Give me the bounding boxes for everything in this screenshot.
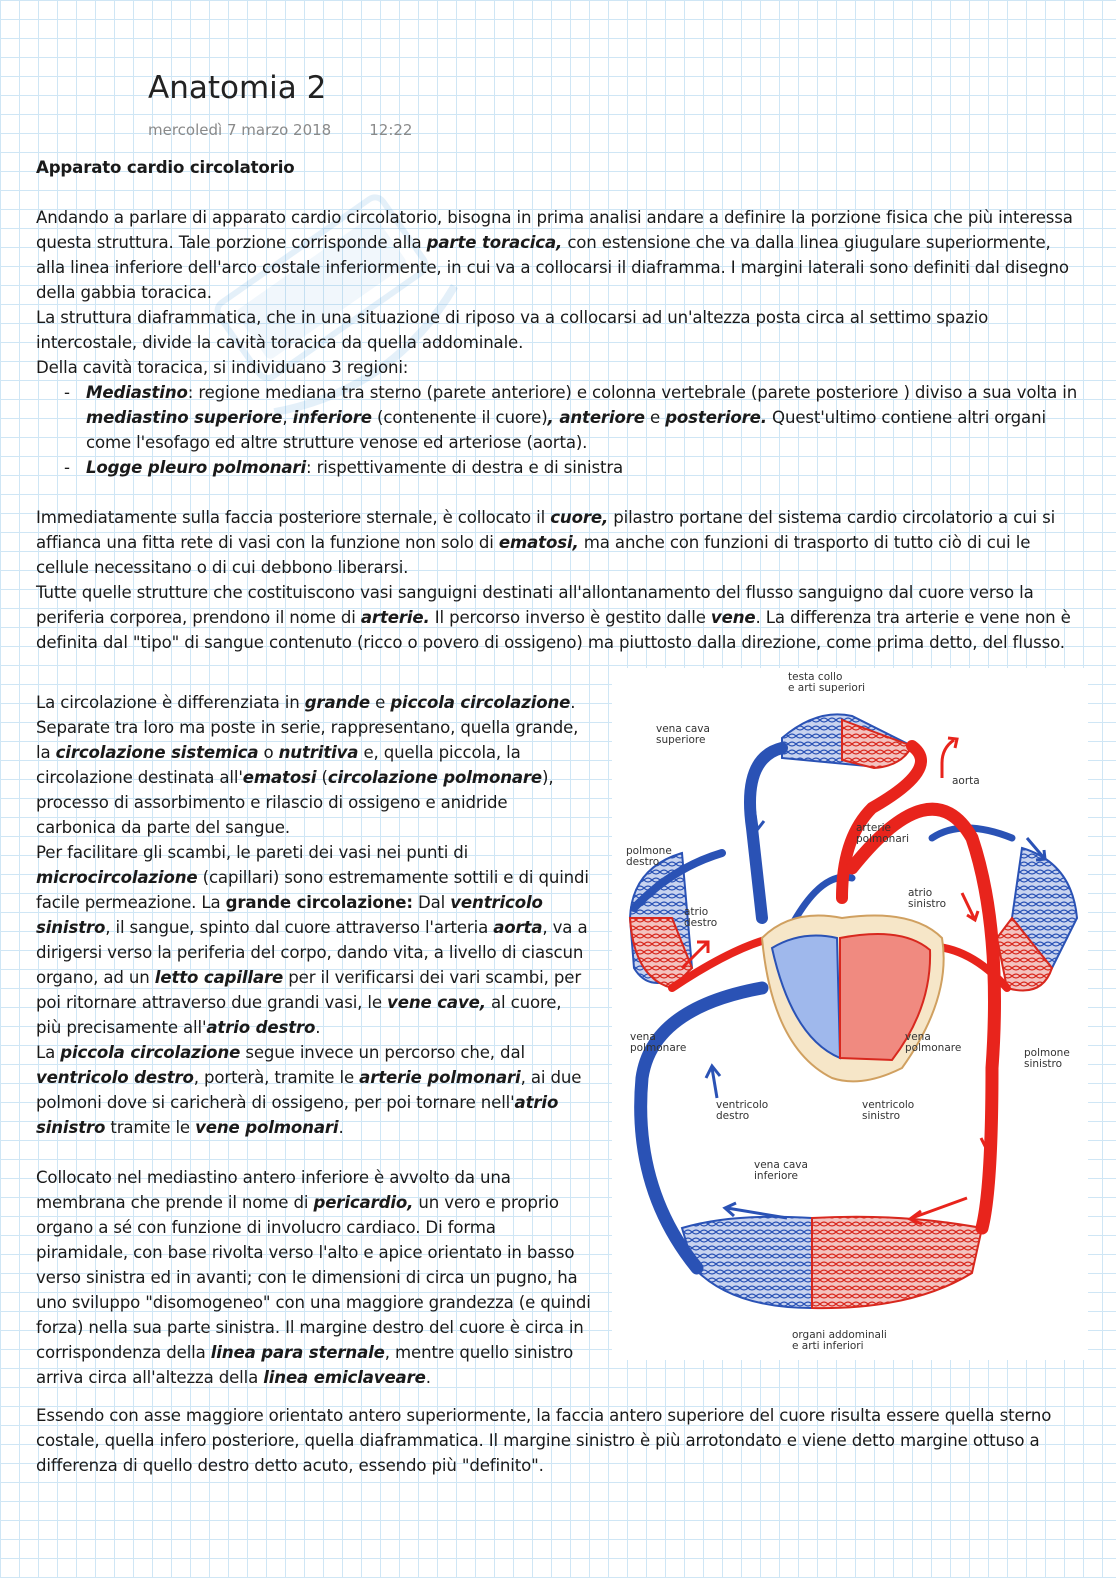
svg-text:polmone: polmone [626,845,672,857]
svg-text:e arti superiori: e arti superiori [788,682,866,694]
left-lung [997,848,1077,991]
svg-text:aorta: aorta [952,775,980,787]
paragraph-circulation: La circolazione è differenziata in grande e piccola circolazione. Separate tra loro ma poste in serie, rappresentano, quella grande, la circolazione sistemica o nutritiva e, quella piccola, la circolazione destinata all'ematosi (circolazione polmonare), processo di assorbimento e rilascio di ossigeno e anidride carbonica da parte del sangue. [36,693,579,837]
svg-text:ventricolo: ventricolo [716,1099,769,1111]
svg-text:arterie: arterie [856,822,892,834]
svg-text:superiore: superiore [656,734,706,746]
paragraph-small-circulation: La piccola circolazione segue invece un percorso che, dal ventricolo destro, porterà, tramite le arterie polmonari, ai due polmoni dove si caricherà di ossigeno, per poi tornare nell'atrio sinistro tramite le vene polmonari. [36,1043,582,1137]
paragraph-intro: Andando a parlare di apparato cardio circolatorio, bisogna in prima analisi andare a definire la porzione fisica che più interessa questa struttura. Tale porzione corrisponde alla parte toracica, con estensione che va dalla linea giugulare superiormente, alla linea inferiore dell'arco costale inferiormente, in cui va a collocarsi il diaframma. I margini laterali sono definiti dal disegno della gabbia toracica. [36,208,1073,302]
page-meta [148,121,412,139]
heart [762,916,944,1082]
svg-text:atrio: atrio [908,887,933,899]
paragraph-diaphragm: La struttura diaframmatica, che in una situazione di riposo va a collocarsi ad un'altezza posta circa al settimo spazio intercostale, divide la cavità toracica da quella addominale. [36,308,989,352]
circulation-diagram [612,668,1088,1360]
svg-text:inferiore: inferiore [754,1170,798,1182]
capillary-bed-head [782,714,912,768]
svg-text:polmonare: polmonare [630,1042,687,1054]
paragraph-pericardium: Collocato nel mediastino antero inferiore è avvolto da una membrana che prende il nome di pericardio, un vero e proprio organo a sé con funzione di involucro cardiaco. Di forma piramidale, con base rivolta verso l'alto e apice orientato in basso verso sinistra ed in avanti; con le dimensioni di circa un pugno, ha uno sviluppo "disomogeneo" con una maggiore grandezza (e quindi forza) nella sua parte sinistra. Il margine destro del cuore è circa in corrispondenza della linea para sternale, mentre quello sinistro arriva circa all'altezza della linea emiclaveare. [36,1168,591,1387]
svg-text:sinistro: sinistro [908,898,947,910]
svg-text:ventricolo: ventricolo [862,1099,915,1111]
svg-text:atrio: atrio [684,906,709,918]
svg-text:polmonari: polmonari [856,833,909,845]
page-time: 12:22 [369,121,413,139]
svg-text:polmonare: polmonare [905,1042,962,1054]
svg-text:organi addominali: organi addominali [792,1329,887,1341]
paragraph-regions: Della cavità toracica, si individuano 3 regioni: [36,358,409,377]
page-title: Anatomia 2 [148,70,327,106]
regions-list [36,380,1081,480]
list-item: - Mediastino: regione mediana tra sterno (parete anteriore) e colonna vertebrale (parete posteriore ) diviso a sua volta in mediastino superiore, inferiore (contenente il cuore), anteriore e posteriore. Quest'ultimo contiene altri organi come l'esofago ed altre strutture venose ed arteriose (aorta). [36,380,1081,455]
svg-text:destro: destro [716,1110,750,1122]
svg-text:vena: vena [905,1031,931,1043]
svg-text:vena cava: vena cava [656,723,710,735]
capillary-bed-organs [682,1217,982,1308]
section-heading: Apparato cardio circolatorio [36,158,295,177]
svg-text:testa collo: testa collo [788,671,843,683]
svg-text:polmone: polmone [1024,1047,1070,1059]
page-date: mercoledì 7 marzo 2018 [148,121,332,139]
svg-text:e arti inferiori: e arti inferiori [792,1340,864,1352]
svg-text:vena: vena [630,1031,656,1043]
svg-text:sinistro: sinistro [1024,1058,1063,1070]
svg-text:destro: destro [626,856,660,868]
svg-text:sinistro: sinistro [862,1110,901,1122]
list-item: - Logge pleuro polmonari: rispettivamente di destra e di sinistra [36,455,1081,480]
svg-text:vena cava: vena cava [754,1159,808,1171]
paragraph-heart-faces: Essendo con asse maggiore orientato antero superiormente, la faccia antero superiore del cuore risulta essere quella sterno costale, quella infero posteriore, quella diaframmatica. Il margine sinistro è più arrotondato e viene detto margine ottuso a differenza di quello destro detto acuto, essendo più "definito". [36,1406,1052,1475]
intro-block [36,205,1081,480]
paragraph-heart: Immediatamente sulla faccia posteriore sternale, è collocato il cuore, pilastro portane del sistema cardio circolatorio a cui si affianca una fitta rete di vasi con la funzione non solo di ematosi, ma anche con funzioni di trasporto di tutto ciò di cui le cellule necessitano o di cui debbono liberarsi. [36,508,1056,577]
paragraph-arteries: Tutte quelle strutture che costituiscono vasi sanguigni destinati all'allontanamento del flusso sanguigno dal cuore verso la periferia corporea, prendono il nome di arterie. Il percorso inverso è gestito dalle vene. La differenza tra arterie e vene non è definita dal "tipo" di sangue contenuto (ricco o povero di ossigeno) ma piuttosto dalla direzione, come prima detto, del flusso. [36,583,1071,652]
paragraph-microcirculation: Per facilitare gli scambi, le pareti dei vasi nei punti di microcircolazione (capillari) sono estremamente sottili e di quindi facile permeazione. La grande circolazione: Dal ventricolo sinistro, il sangue, spinto dal cuore attraverso l'arteria aorta, va a dirigersi verso la periferia del corpo, dando vita, a livello di ciascun organo, ad un letto capillare per il verificarsi dei vari scambi, per poi ritornare attraverso due grandi vasi, le vene cave, al cuore, più precisamente all'atrio destro. [36,843,589,1037]
heart-intro-block [36,505,1081,655]
circulation-column [36,690,591,1390]
svg-text:destro: destro [684,917,718,929]
